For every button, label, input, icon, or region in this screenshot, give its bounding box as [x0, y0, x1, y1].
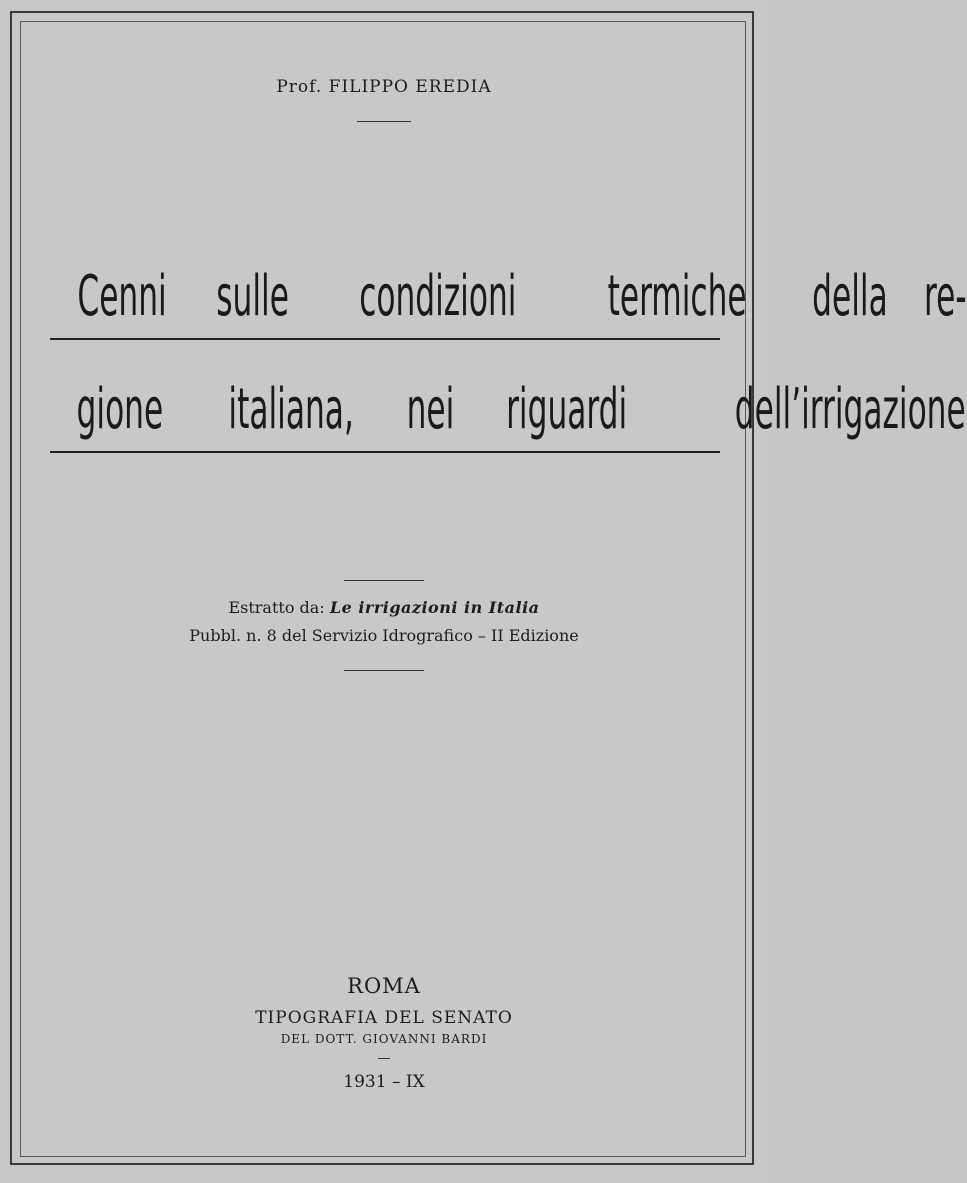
title-word: nei: [406, 377, 455, 442]
author-name: Prof. FILIPPO EREDIA: [276, 77, 492, 97]
imprint-city: ROMA: [347, 974, 421, 998]
title-word: Cenni: [77, 264, 167, 329]
extract-prefix: Estratto da:: [228, 598, 325, 617]
author-divider: [357, 121, 411, 122]
title-line-2: [50, 375, 966, 445]
title-underline-1: [50, 338, 720, 340]
extract-divider-bottom: [344, 670, 424, 671]
imprint-printer: TIPOGRAFIA DEL SENATO: [255, 1008, 513, 1028]
title-word: italiana,: [228, 377, 354, 442]
extract-source: Le irrigazioni in Italia: [329, 598, 540, 617]
title-word: gione: [76, 377, 164, 442]
title-word: re-: [924, 264, 967, 329]
imprint-divider: [378, 1058, 390, 1059]
title-word: sulle: [216, 264, 290, 329]
title-word: riguardi: [506, 377, 628, 442]
title-word: dell’irrigazione: [735, 377, 966, 442]
title-word: condizioni: [359, 264, 517, 329]
title-line-1: [50, 262, 967, 332]
title-word: termiche: [607, 264, 747, 329]
publication-line: Pubbl. n. 8 del Servizio Idrografico – II Edizione: [189, 626, 579, 645]
imprint-owner: DEL DOTT. GIOVANNI BARDI: [280, 1032, 488, 1046]
title-underline-2: [50, 451, 720, 453]
extract-divider-top: [344, 580, 424, 581]
imprint-year: 1931 – IX: [343, 1072, 425, 1092]
title-word: della: [812, 264, 888, 329]
extract-line: [0, 598, 768, 617]
